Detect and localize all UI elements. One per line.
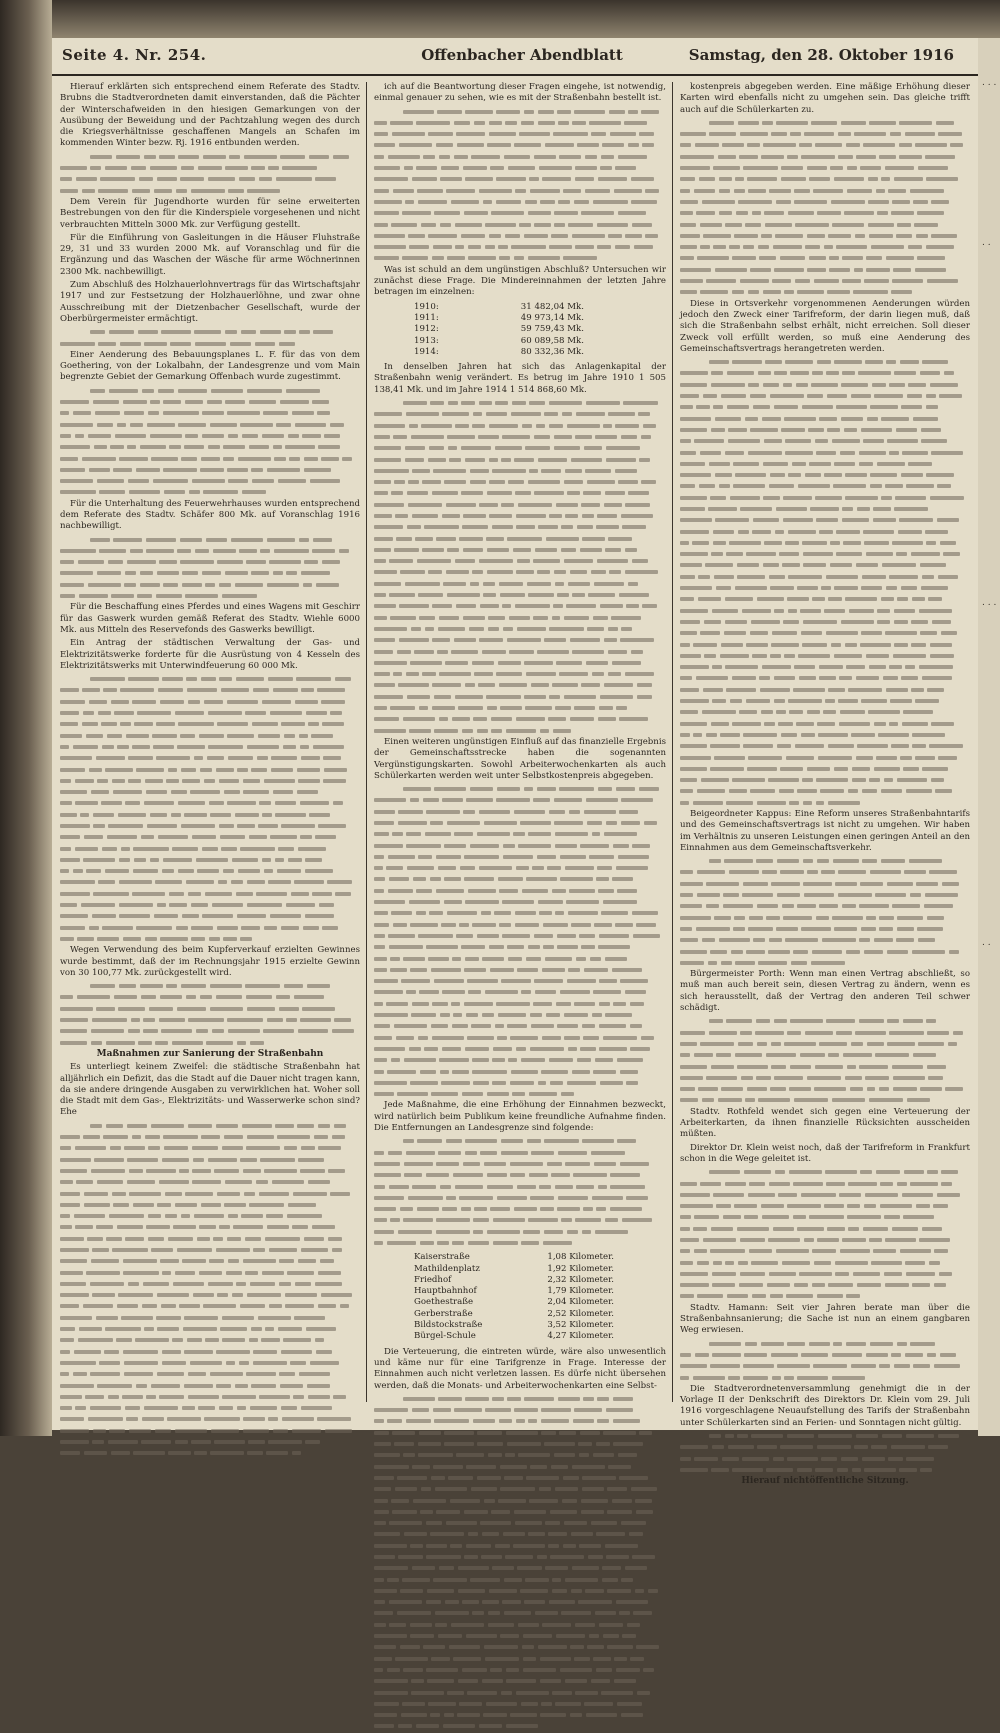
table-street: Bildstockstraße <box>414 1320 483 1331</box>
deficit-table <box>414 302 584 358</box>
distance-table <box>414 1252 614 1342</box>
page-header <box>52 38 978 76</box>
text-lines <box>680 1016 970 1106</box>
scan-left-edge <box>0 0 52 1436</box>
table-distance: 2,04 Kilometer. <box>547 1297 614 1308</box>
text-lines <box>60 981 360 1049</box>
table-row <box>414 1297 614 1308</box>
text-lines <box>680 1167 970 1303</box>
closing-line: Hierauf nichtöffentliche Sitzung. <box>741 1476 909 1487</box>
table-amount: 80 332,36 Mk. <box>520 346 584 357</box>
newspaper-page <box>52 38 978 1487</box>
text-lines <box>60 152 360 197</box>
table-distance: 1,92 Kilometer. <box>547 1263 614 1274</box>
table-amount: 60 089,58 Mk. <box>520 335 584 346</box>
text-lines <box>374 1136 666 1249</box>
table-street: Hauptbahnhof <box>414 1286 477 1297</box>
text-lines <box>60 535 360 603</box>
article-paragraph: Jede Maßnahme, die eine Erhöhung der Einnahmen bezweckt, wird natürlich beim Publikum keine freundliche Aufnahme finden. Die Entfernungen an Landesgrenze sind folgende: <box>374 1100 666 1134</box>
table-year: 1914: <box>414 346 439 357</box>
text-lines <box>680 856 970 969</box>
table-year: 1912: <box>414 324 439 335</box>
article-paragraph: Ein Antrag der städtischen Verwaltung der Gas- und Elektrizitätswerke forderte für die Ausrüstung von 4 Kesseln des Elektrizitätswerks mit Unterwindfeuerung 60 000 Mk. <box>60 638 360 671</box>
article-paragraph: Stadtv. Hamann: Seit vier Jahren berate man über die Straßenbahnsanierung; die Sache ist nun an einem gangbaren Weg erwiesen. <box>680 1302 970 1336</box>
table-row <box>414 1252 614 1263</box>
table-year: 1913: <box>414 335 439 346</box>
text-lines <box>374 1394 666 1733</box>
article-paragraph: Bürgermeister Porth: Wenn man einen Vertrag abschließt, so muß man auch bereit sein, diesen Vertrag zu ändern, wenn es sich herausstellt, daß der Vertrag den anderen Teil schwer schädigt. <box>680 969 970 1014</box>
issue-date: Samstag, den 28. Oktober 1916 <box>688 46 954 64</box>
table-row <box>414 347 584 358</box>
table-street: Friedhof <box>414 1274 452 1285</box>
table-row <box>414 302 584 313</box>
article-paragraph: Es unterliegt keinem Zweifel: die städtische Straßenbahn hat alljährlich ein Defizit, das die Stadt auf die Dauer nicht tragen kann, da sie andere dringende Ausgaben zu verwirklichen hat. Woher soll die Stadt mit dem Gas-, Elektrizitäts- und Wasserwerke schon sind? Ehe <box>60 1062 360 1118</box>
article-paragraph: Stadtv. Rothfeld wendet sich gegen eine Verteuerung der Arbeiterkarten, da ihnen finanzielle Rücksichten ausscheiden müßten. <box>680 1106 970 1140</box>
column-1 <box>60 82 360 1402</box>
table-distance: 2,52 Kilometer. <box>547 1308 614 1319</box>
article-paragraph: kostenpreis abgegeben werden. Eine mäßige Erhöhung dieser Karten wird ebenfalls nicht zu umgehen sein. Das gleiche trifft auch auf die Schülerkarten zu. <box>680 82 970 115</box>
text-lines <box>680 1339 970 1384</box>
table-distance: 3,52 Kilometer. <box>547 1320 614 1331</box>
table-row <box>414 324 584 335</box>
article-paragraph: In denselben Jahren hat sich das Anlagenkapital der Straßenbahn wenig verändert. Es betrug im Jahre 1910 1 505 138,41 Mk. und im Jahre 1914 1 514 868,60 Mk. <box>374 362 666 395</box>
table-distance: 4,27 Kilometer. <box>547 1331 614 1342</box>
table-row <box>414 313 584 324</box>
article-paragraph: Beigeordneter Kappus: Eine Reform unseres Straßenbahntarifs und des Gemeinschaftsvertrags ist nicht zu umgehen. Wir haben im Verhältnis zu unseren Leistungen einen geringen Anteil an den Einnahmen aus dem Gemeinschaftsverkehr. <box>680 809 970 853</box>
article-paragraph: Direktor Dr. Klein weist noch, daß der Tarifreform in Frankfurt schon in die Wege geleitet ist. <box>680 1142 970 1164</box>
article-paragraph: Einer Aenderung des Bebauungsplanes L. F. für das von dem Goethering, von der Lokalbahn, der Landesgrenze und vom Main begrenzte Gebiet der Gemarkung Offenbach wurde zugestimmt. <box>60 349 360 383</box>
table-row <box>414 1320 614 1331</box>
text-lines <box>60 674 360 945</box>
text-lines <box>680 118 970 299</box>
table-row <box>414 1264 614 1275</box>
table-amount: 59 759,43 Mk. <box>520 324 584 335</box>
column-3 <box>680 82 970 1487</box>
section-heading: Maßnahmen zur Sanierung der Straßenbahn <box>96 1048 324 1059</box>
article-paragraph: Hierauf erklärten sich entsprechend einem Referate des Stadtv. Brubns die Stadtverordneten damit einverstanden, daß die Pächter der Winterschafweiden in den hiesigen Gemarkungen von der Ausübung der Beweidung und der Pachtzahlung wegen des durch die Kriegsverhältnisse geschaffenen Mangels an Schafen im kommenden Winter bezw. Rj. 1916 entbunden werden. <box>60 82 360 149</box>
text-lines <box>60 327 360 350</box>
column-2 <box>374 82 666 1402</box>
article-paragraph: Die Stadtverordnetenversammlung genehmigt die in der Vorlage II der Denkschrift des Direktors Dr. Klein vom 29. Juli 1916 vorgeschlagene Neuaufstellung des Tarifs der Straßenbahn unter Schülerkarten sind an Ferien- und Sonntagen nicht gültig. <box>680 1383 970 1428</box>
table-street: Bürgel-Schule <box>414 1331 476 1342</box>
article-paragraph: Was ist schuld an dem ungünstigen Abschluß? Untersuchen wir zunächst diese Frage. Die Mindereinnahmen der letzten Jahre betragen im einzelnen: <box>374 264 666 298</box>
table-amount: 49 973,14 Mk. <box>520 312 584 323</box>
text-lines <box>60 386 360 499</box>
article-paragraph: ich auf die Beantwortung dieser Fragen eingehe, ist notwendig, einmal genauer zu sehen, wie es mit der Straßenbahn bestellt ist. <box>374 82 666 104</box>
table-street: Goethestraße <box>414 1297 474 1308</box>
column-rule <box>672 82 673 1402</box>
table-row <box>414 336 584 347</box>
text-lines <box>60 1121 360 1460</box>
adjacent-page-strip: . . . . . . . . . . <box>978 38 1000 1436</box>
table-row <box>414 1286 614 1297</box>
table-year: 1910: <box>414 301 439 312</box>
table-distance: 1,79 Kilometer. <box>547 1286 614 1297</box>
text-lines <box>374 107 666 265</box>
table-street: Mathildenplatz <box>414 1263 480 1274</box>
newspaper-title: Offenbacher Abendblatt <box>421 46 623 64</box>
table-year: 1911: <box>414 312 439 323</box>
article-paragraph: Wegen Verwendung des beim Kupferverkauf erzielten Gewinnes wurde bestimmt, daß der im Rechnungsjahr 1915 erzielte Gewinn von 30 100,77 Mk. zurückgestellt wird. <box>60 945 360 978</box>
table-distance: 1,08 Kilometer. <box>547 1252 614 1263</box>
table-row <box>414 1275 614 1286</box>
column-rule <box>366 82 367 1402</box>
text-lines <box>680 1431 970 1476</box>
table-street: Kaiserstraße <box>414 1252 470 1263</box>
scan-top-edge <box>52 0 1000 38</box>
article-paragraph: Dem Verein für Jugendhorte wurden für seine erweiterten Bestrebungen von den für die Kinderspiele vorgesehenen und nicht verbrauchten Mitteln 3000 Mk. zur Verfügung gestellt. <box>60 196 360 230</box>
article-paragraph: Für die Beschaffung eines Pferdes und eines Wagens mit Geschirr für das Gaswerk wurden gemäß Referat des Stadtv. Wiehle 6000 Mk. aus Mitteln des Reservefonds des Gaswerks bewilligt. <box>60 602 360 635</box>
table-street: Gerberstraße <box>414 1308 473 1319</box>
article-paragraph: Für die Unterhaltung des Feuerwehrhauses wurden entsprechend dem Referate des Stadtv. Schäfer 800 Mk. auf Voranschlag 1916 nachbewilligt. <box>60 498 360 532</box>
table-row <box>414 1309 614 1320</box>
article-paragraph: Zum Abschluß des Holzhauerlohnvertrags für das Wirtschaftsjahr 1917 und zur Festsetzung der Holzhauerlöhne, und zwar ohne Ausschreibung mit der Dietzenbacher Gesellschaft, wurde der Oberbürgermeister ermächtigt. <box>60 280 360 324</box>
table-amount: 31 482,04 Mk. <box>520 301 584 312</box>
article-paragraph: Diese in Ortsverkehr vorgenommenen Aenderungen würden jedoch den Zweck einer Tarifreform, der darin liegen muß, daß sich die Straßenbahn selbst erhält, nicht erreichen. Soll dieser Zweck voll erfüllt werden, so muß eine Aenderung des Gemeinschaftsvertrags herangetreten werden. <box>680 298 970 354</box>
text-lines <box>680 357 970 809</box>
page-number: Seite 4. Nr. 254. <box>62 46 207 64</box>
text-lines <box>374 784 666 1100</box>
table-distance: 2,32 Kilometer. <box>547 1274 614 1285</box>
article-paragraph: Einen weiteren ungünstigen Einfluß auf das finanzielle Ergebnis der Gemeinschaftsstrecke haben die sogenannten Vergünstigungskarten. Sowohl Arbeiterwochenkarten als auch Schülerkarten werden weit unter Selbstkostenpreis abgegeben. <box>374 736 666 781</box>
article-paragraph: Die Verteuerung, die eintreten würde, wäre also unwesentlich und käme nur für eine Tarifgrenze in Frage. Interesse der Einnahmen auch nicht verletzen lassen. Es dürfe nicht übersehen werden, daß die Monats- und Arbeiterwochenkarten eine Selbst- <box>374 1346 666 1391</box>
text-lines <box>374 398 666 737</box>
table-row <box>414 1331 614 1342</box>
article-paragraph: Für die Einführung von Gasleitungen in die Häuser Fluhstraße 29, 31 und 33 wurden 2000 Mk. auf Voranschlag und für die Ergänzung und das Waschen der Wäsche für arme Wöchnerinnen 2300 Mk. nachbewilligt. <box>60 232 360 277</box>
